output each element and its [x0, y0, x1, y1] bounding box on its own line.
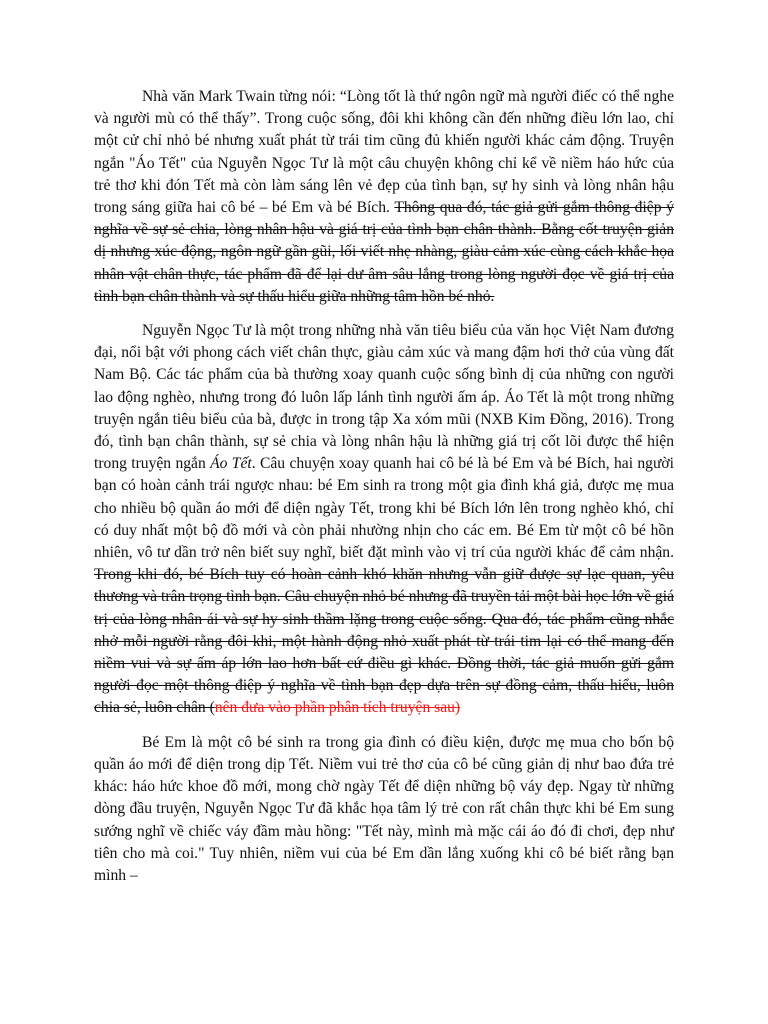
author-text-part1: Nguyễn Ngọc Tư là một trong những nhà văn tiêu biểu của văn học Việt Nam đương đại, nổi bật với phong cách viết chân thực, giàu cảm xúc và mang đậm hơi thở của vùng đất Nam Bộ. Các tác phẩm của bà thường xoay quanh cuộc sống bình dị của những con người lao động nghèo, nhưng trong đó luôn lấp lánh tình người ấm áp. Áo Tết là một trong những truyện ngắn tiêu biểu của bà, được in trong tập Xa xóm mũi (NXB Kim Đồng, 2016). Trong đó, tình bạn chân thành, sự sẻ chia và lòng nhân hậu là những giá trị cốt lõi được thể hiện trong truyện ngắn: [94, 322, 674, 473]
editor-note: nên đưa vào phần phân tích truyện sau): [214, 699, 461, 717]
author-text-part2: . Câu chuyện xoay quanh hai cô bé là bé Em và bé Bích, hai người bạn có hoàn cảnh trái ngược nhau: bé Em sinh ra trong một gia đình khá giả, được mẹ mua cho nhiều bộ quần áo mới để diện ngày Tết, trong khi bé Bích lớn lên trong nghèo khó, chỉ có duy nhất một bộ đồ mới và còn phải nhường nhịn cho các em. Bé Em từ một cô bé hồn nhiên, vô tư dần trở nên biết suy nghĩ, biết đặt mình vào vị trí của người khác để cảm nhận.: [94, 455, 675, 562]
intro-text: Nhà văn Mark Twain từng nói: “Lòng tốt là thứ ngôn ngữ mà người điếc có thể nghe và người mù có thể thấy”. Trong cuộc sống, đôi khi không cần đến những điều lớn lao, chỉ một cử chỉ nhỏ bé nhưng xuất phát từ trái tim cũng đủ khiến người khác cảm động. Truyện ngắn "Áo Tết" của Nguyễn Ngọc Tư là một câu chuyện không chỉ kể về niềm háo hức của trẻ thơ khi đón Tết mà còn làm sáng lên vẻ đẹp của tình bạn, sự hy sinh và lòng nhân hậu trong sáng giữa hai cô bé – bé Em và bé Bích.: [94, 88, 674, 217]
be-em-text: Bé Em là một cô bé sinh ra trong gia đình có điều kiện, được mẹ mua cho bốn bộ quần áo mới để diện trong dịp Tết. Niềm vui trẻ thơ của cô bé cũng giản dị như bao đứa trẻ khác: háo hức khoe đồ mới, mong chờ ngày Tết để diện những bộ váy đẹp. Ngay từ những dòng đầu truyện, Nguyễn Ngọc Tư đã khắc họa tâm lý trẻ con rất chân thực khi bé Em sung sướng nghĩ về chiếc váy đầm màu hồng: "Tết này, mình mà mặc cái áo đó đi chơi, đẹp như tiên cho mà coi." Tuy nhiên, niềm vui của bé Em dần lắng xuống khi cô bé biết rằng bạn mình –: [94, 733, 674, 884]
document-page: [94, 86, 674, 899]
paragraph-intro: [94, 86, 674, 308]
author-struck-text: Trong khi đó, bé Bích tuy có hoàn cảnh khó khăn nhưng vẫn giữ được sự lạc quan, yêu thương và trân trọng tình bạn. Câu chuyện nhỏ bé nhưng đã truyền tải một bài học lớn về giá trị của lòng nhân ái và sự hy sinh thầm lặng trong cuộc sống. Qua đó, tác phẩm cũng nhắc nhở mỗi người rằng đôi khi, một hành động nhỏ xuất phát từ trái tim lại có thể mang đến niềm vui và sự ấm áp lớn lao hơn bất cứ điều gì khác. Đồng thời, tác giả muốn gửi gắm người đọc một thông điệp ý nghĩa về tình bạn đẹp dựa trên sự đồng cảm, thấu hiểu, luôn chia sẻ, luôn chân (: [94, 566, 674, 717]
paragraph-be-em: [94, 732, 674, 887]
paragraph-author: [94, 320, 674, 720]
story-title-italic: Áo Tết: [210, 455, 252, 473]
intro-struck-text: Thông qua đó, tác giả gửi gắm thông điệp ý nghĩa về sự sẻ chia, lòng nhân hậu và giá trị của tình bạn chân thành. Bằng cốt truyện giản dị nhưng xúc động, ngôn ngữ gần gũi, lối viết nhẹ nhàng, giàu cảm xúc cùng cách khắc họa nhân vật chân thực, tác phẩm đã để lại dư âm sâu lắng trong lòng người đọc về giá trị của tình bạn chân thành và sự thấu hiểu giữa những tâm hồn bé nhỏ.: [94, 199, 674, 305]
